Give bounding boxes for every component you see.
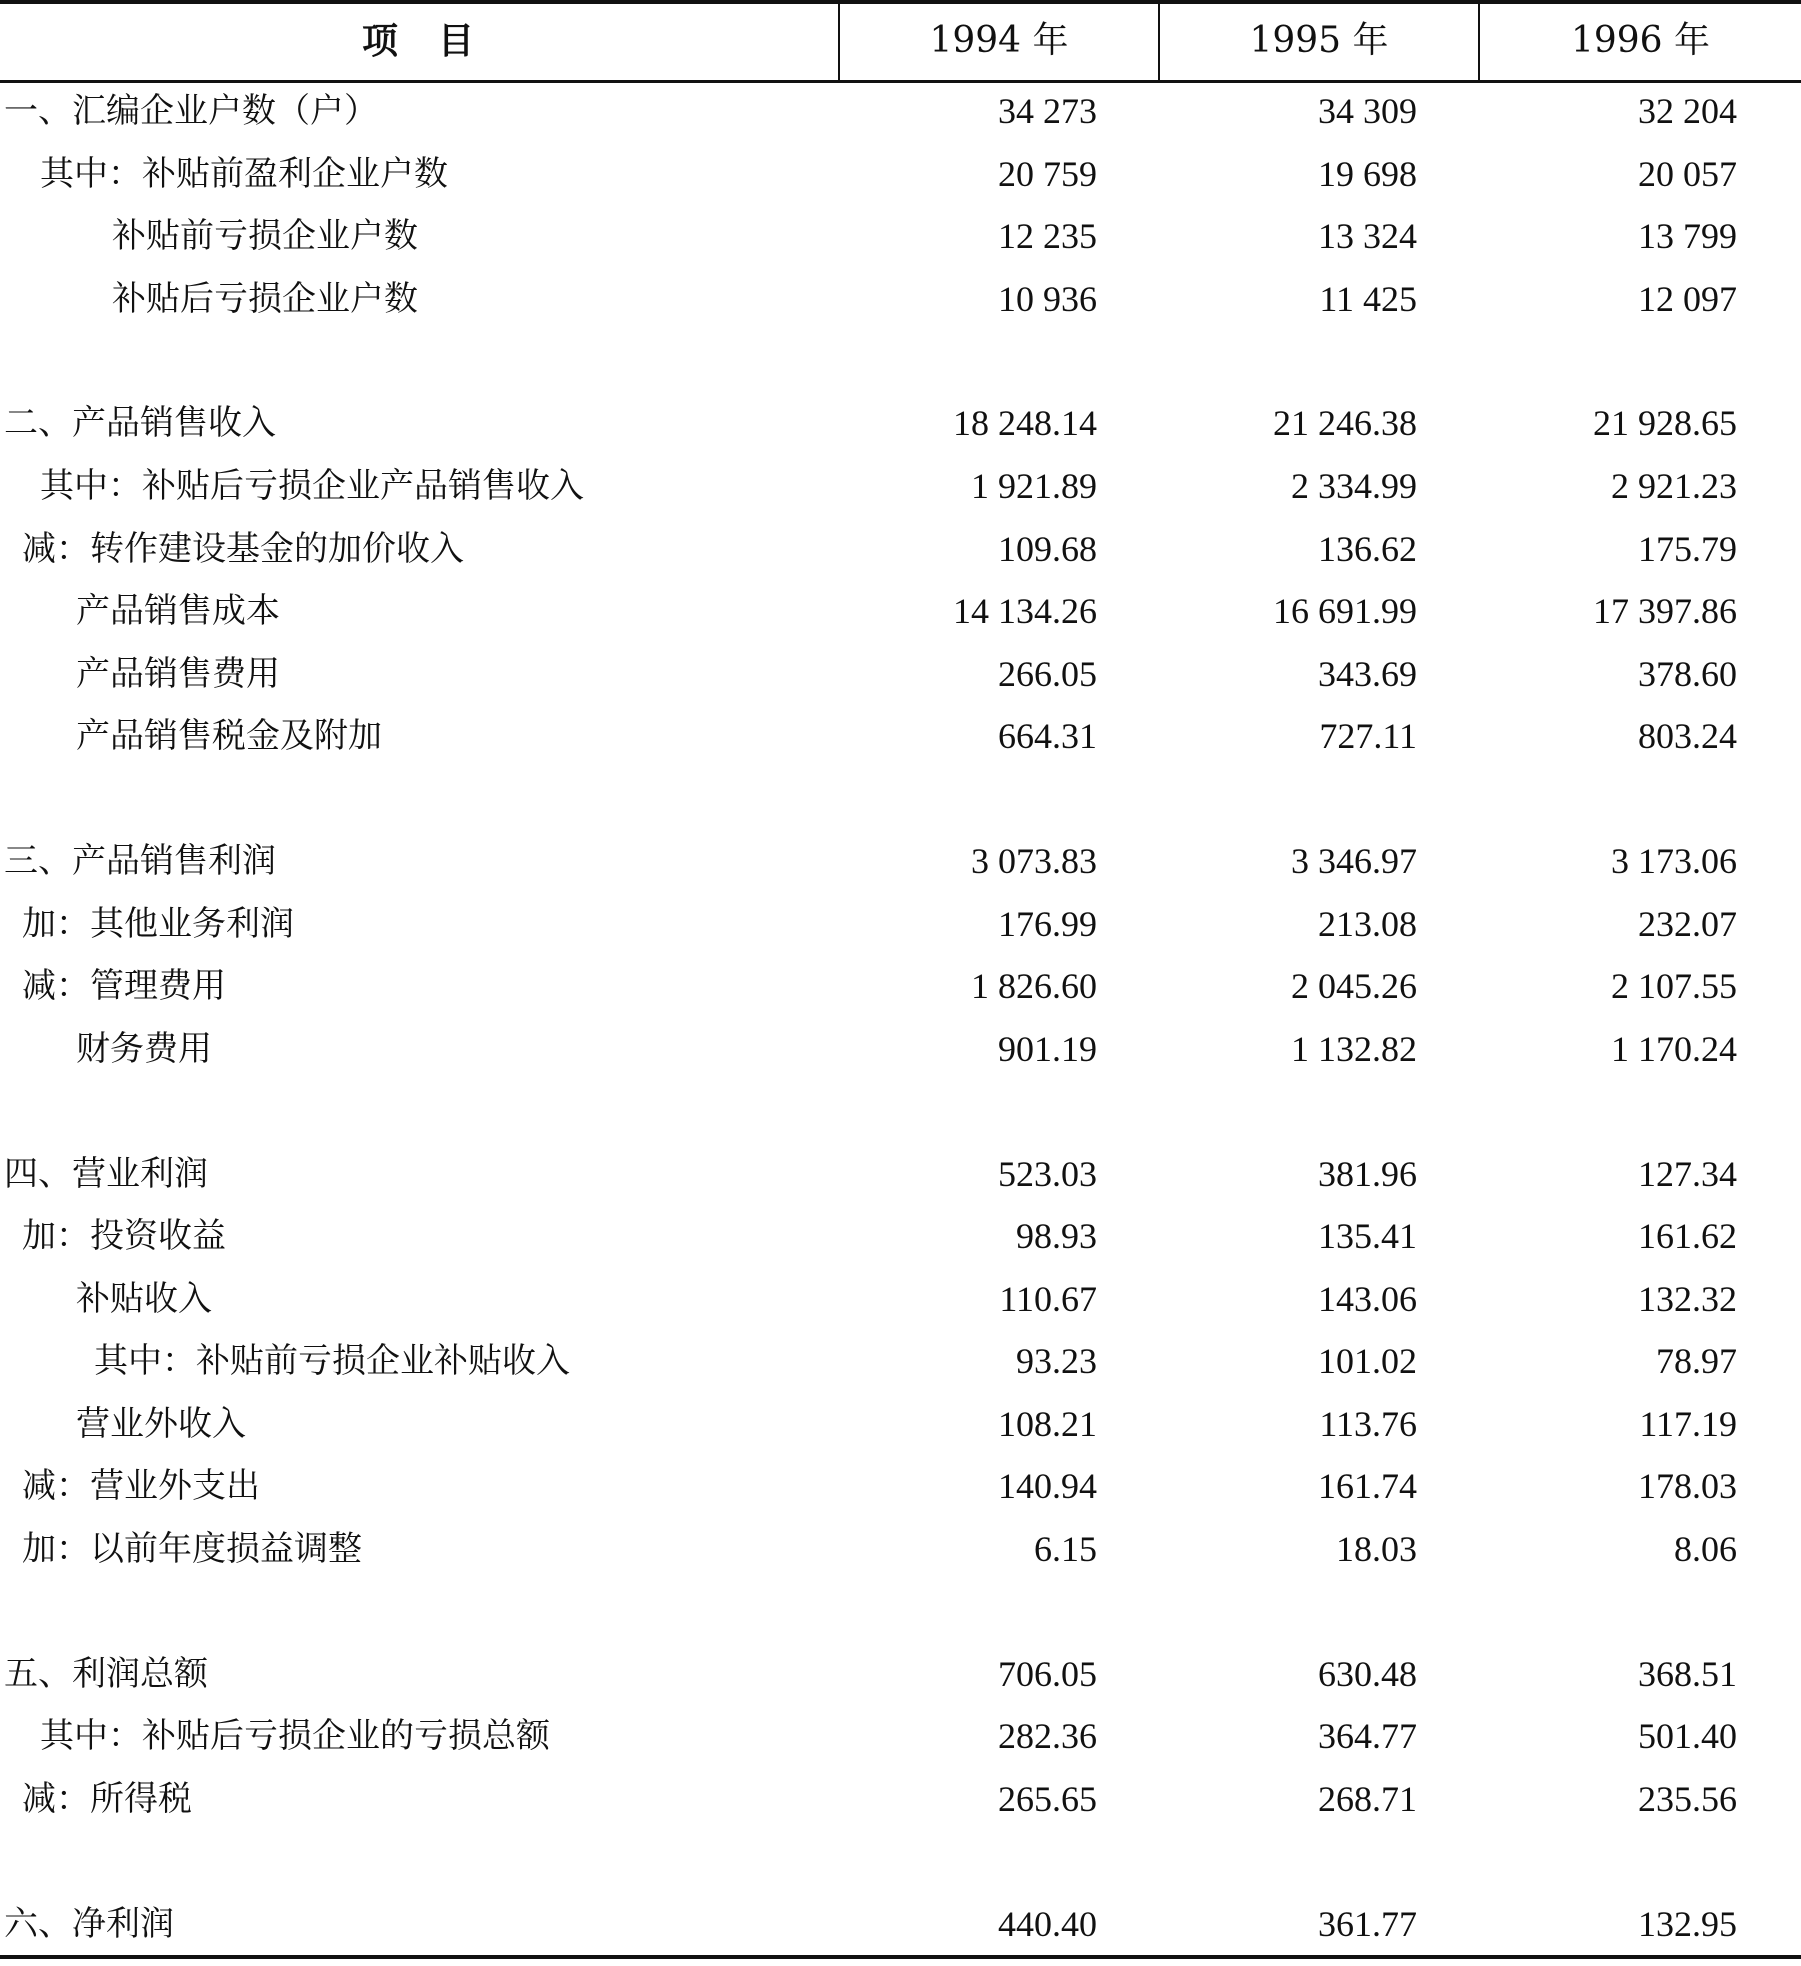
row-value-1995: 11 425 <box>1319 279 1417 319</box>
row-value-1996: 2 107.55 <box>1611 966 1737 1006</box>
row-value-1995: 19 698 <box>1318 154 1417 194</box>
row-value-1994: 108.21 <box>998 1404 1097 1444</box>
row-value-1995: 1 132.82 <box>1291 1029 1417 1069</box>
row-value-1994: 140.94 <box>998 1466 1097 1506</box>
row-value-1994: 1 826.60 <box>971 966 1097 1006</box>
row-value-1995: 268.71 <box>1318 1779 1417 1819</box>
row-label: 其中：补贴前亏损企业补贴收入 <box>94 1341 570 1381</box>
row-value-1996: 12 097 <box>1638 279 1737 319</box>
row-value-1994: 98.93 <box>1016 1216 1097 1256</box>
row-value-1996: 20 057 <box>1638 154 1737 194</box>
row-value-1996: 235.56 <box>1638 1779 1737 1819</box>
row-label: 减：管理费用 <box>22 966 226 1006</box>
table-row <box>0 643 1801 705</box>
row-value-1995: 361.77 <box>1318 1904 1417 1944</box>
row-label: 三、产品销售利润 <box>4 841 276 881</box>
row-value-1994: 34 273 <box>998 91 1097 131</box>
row-value-1994: 10 936 <box>998 279 1097 319</box>
row-label: 二、产品销售收入 <box>4 403 276 443</box>
table-row <box>0 205 1801 267</box>
row-value-1996: 132.32 <box>1638 1279 1737 1319</box>
row-label: 一、汇编企业户数（户） <box>4 91 378 131</box>
row-value-1996: 3 173.06 <box>1611 841 1737 881</box>
table-row <box>0 1205 1801 1267</box>
row-value-1994: 176.99 <box>998 904 1097 944</box>
table-row <box>0 143 1801 205</box>
row-value-1994: 266.05 <box>998 654 1097 694</box>
header-year-1995: 1995 年 <box>1249 20 1389 61</box>
row-label: 产品销售成本 <box>76 591 280 631</box>
row-value-1994: 20 759 <box>998 154 1097 194</box>
row-value-1996: 175.79 <box>1638 529 1737 569</box>
row-label: 四、营业利润 <box>4 1154 208 1194</box>
row-value-1994: 93.23 <box>1016 1341 1097 1381</box>
row-value-1994: 109.68 <box>998 529 1097 569</box>
row-label: 产品销售费用 <box>76 654 280 694</box>
row-value-1995: 213.08 <box>1318 904 1417 944</box>
header-year-1996: 1996 年 <box>1570 20 1711 61</box>
row-label: 五、利润总额 <box>4 1654 208 1694</box>
row-value-1995: 101.02 <box>1318 1341 1417 1381</box>
table-row <box>0 955 1801 1017</box>
table-row <box>0 893 1801 955</box>
row-value-1994: 282.36 <box>998 1716 1097 1756</box>
row-value-1994: 18 248.14 <box>953 403 1097 443</box>
table-row <box>0 1768 1801 1830</box>
row-value-1995: 343.69 <box>1318 654 1417 694</box>
row-label: 产品销售税金及附加 <box>76 716 382 756</box>
table-row <box>0 1518 1801 1580</box>
row-value-1996: 2 921.23 <box>1611 466 1737 506</box>
row-value-1996: 8.06 <box>1674 1529 1737 1569</box>
row-value-1995: 2 334.99 <box>1291 466 1417 506</box>
row-label: 补贴后亏损企业户数 <box>112 279 418 319</box>
row-label: 营业外收入 <box>76 1404 246 1444</box>
row-label: 其中：补贴后亏损企业的亏损总额 <box>40 1716 550 1756</box>
row-value-1996: 368.51 <box>1638 1654 1737 1694</box>
row-value-1994: 901.19 <box>998 1029 1097 1069</box>
row-value-1996: 378.60 <box>1638 654 1737 694</box>
row-label: 加：以前年度损益调整 <box>22 1529 362 1569</box>
row-value-1995: 21 246.38 <box>1273 403 1417 443</box>
table-row <box>0 830 1801 892</box>
row-value-1996: 21 928.65 <box>1593 403 1737 443</box>
row-label: 补贴收入 <box>76 1279 212 1319</box>
row-value-1995: 364.77 <box>1318 1716 1417 1756</box>
row-label: 加：其他业务利润 <box>22 904 294 944</box>
row-value-1994: 265.65 <box>998 1779 1097 1819</box>
table-row <box>0 1393 1801 1455</box>
row-value-1996: 117.19 <box>1639 1404 1737 1444</box>
row-value-1994: 12 235 <box>998 216 1097 256</box>
row-label: 其中：补贴前盈利企业户数 <box>40 154 448 194</box>
row-label: 减：营业外支出 <box>22 1466 260 1506</box>
row-value-1995: 113.76 <box>1319 1404 1417 1444</box>
row-label: 其中：补贴后亏损企业产品销售收入 <box>40 466 584 506</box>
row-label: 减：转作建设基金的加价收入 <box>22 529 464 569</box>
row-value-1995: 727.11 <box>1319 716 1417 756</box>
row-value-1994: 664.31 <box>998 716 1097 756</box>
row-value-1995: 630.48 <box>1318 1654 1417 1694</box>
row-value-1996: 178.03 <box>1638 1466 1737 1506</box>
table-row <box>0 1705 1801 1767</box>
row-label: 财务费用 <box>76 1029 212 1069</box>
table-row <box>0 580 1801 642</box>
row-value-1995: 34 309 <box>1318 91 1417 131</box>
row-value-1996: 803.24 <box>1638 716 1737 756</box>
row-label: 补贴前亏损企业户数 <box>112 216 418 256</box>
table-row <box>0 1455 1801 1517</box>
row-value-1995: 143.06 <box>1318 1279 1417 1319</box>
row-label: 加：投资收益 <box>22 1216 226 1256</box>
row-value-1995: 381.96 <box>1318 1154 1417 1194</box>
table-row <box>0 1268 1801 1330</box>
row-value-1996: 132.95 <box>1638 1904 1737 1944</box>
row-value-1994: 440.40 <box>998 1904 1097 1944</box>
row-value-1996: 1 170.24 <box>1611 1029 1737 1069</box>
row-value-1994: 6.15 <box>1034 1529 1097 1569</box>
table-row <box>0 1018 1801 1080</box>
row-value-1995: 135.41 <box>1318 1216 1417 1256</box>
header-year-1994: 1994 年 <box>929 20 1069 61</box>
row-value-1995: 136.62 <box>1318 529 1417 569</box>
row-value-1994: 1 921.89 <box>971 466 1097 506</box>
row-value-1995: 13 324 <box>1318 216 1417 256</box>
row-value-1995: 161.74 <box>1318 1466 1417 1506</box>
row-value-1996: 127.34 <box>1638 1154 1737 1194</box>
table-row <box>0 1643 1801 1705</box>
row-value-1995: 16 691.99 <box>1273 591 1417 631</box>
table-row <box>0 392 1801 454</box>
table-row <box>0 1143 1801 1205</box>
bottom-rule <box>0 1955 1801 1959</box>
row-value-1994: 706.05 <box>998 1654 1097 1694</box>
table-row <box>0 518 1801 580</box>
row-value-1994: 110.67 <box>999 1279 1097 1319</box>
table-row <box>0 705 1801 767</box>
row-value-1995: 18.03 <box>1336 1529 1417 1569</box>
table-row <box>0 455 1801 517</box>
table-row <box>0 268 1801 330</box>
row-value-1994: 14 134.26 <box>953 591 1097 631</box>
row-label: 六、净利润 <box>4 1904 174 1944</box>
row-value-1996: 13 799 <box>1638 216 1737 256</box>
row-label: 减：所得税 <box>22 1779 192 1819</box>
row-value-1996: 78.97 <box>1656 1341 1737 1381</box>
row-value-1995: 3 346.97 <box>1291 841 1417 881</box>
header-item: 项 目 <box>361 20 476 62</box>
row-value-1996: 232.07 <box>1638 904 1737 944</box>
row-value-1995: 2 045.26 <box>1291 966 1417 1006</box>
row-value-1996: 17 397.86 <box>1593 591 1737 631</box>
table-row <box>0 1330 1801 1392</box>
row-value-1996: 32 204 <box>1638 91 1737 131</box>
table-row <box>0 1893 1801 1955</box>
row-value-1994: 3 073.83 <box>971 841 1097 881</box>
row-value-1996: 161.62 <box>1638 1216 1737 1256</box>
row-value-1996: 501.40 <box>1638 1716 1737 1756</box>
row-value-1994: 523.03 <box>998 1154 1097 1194</box>
table-row <box>0 80 1801 142</box>
